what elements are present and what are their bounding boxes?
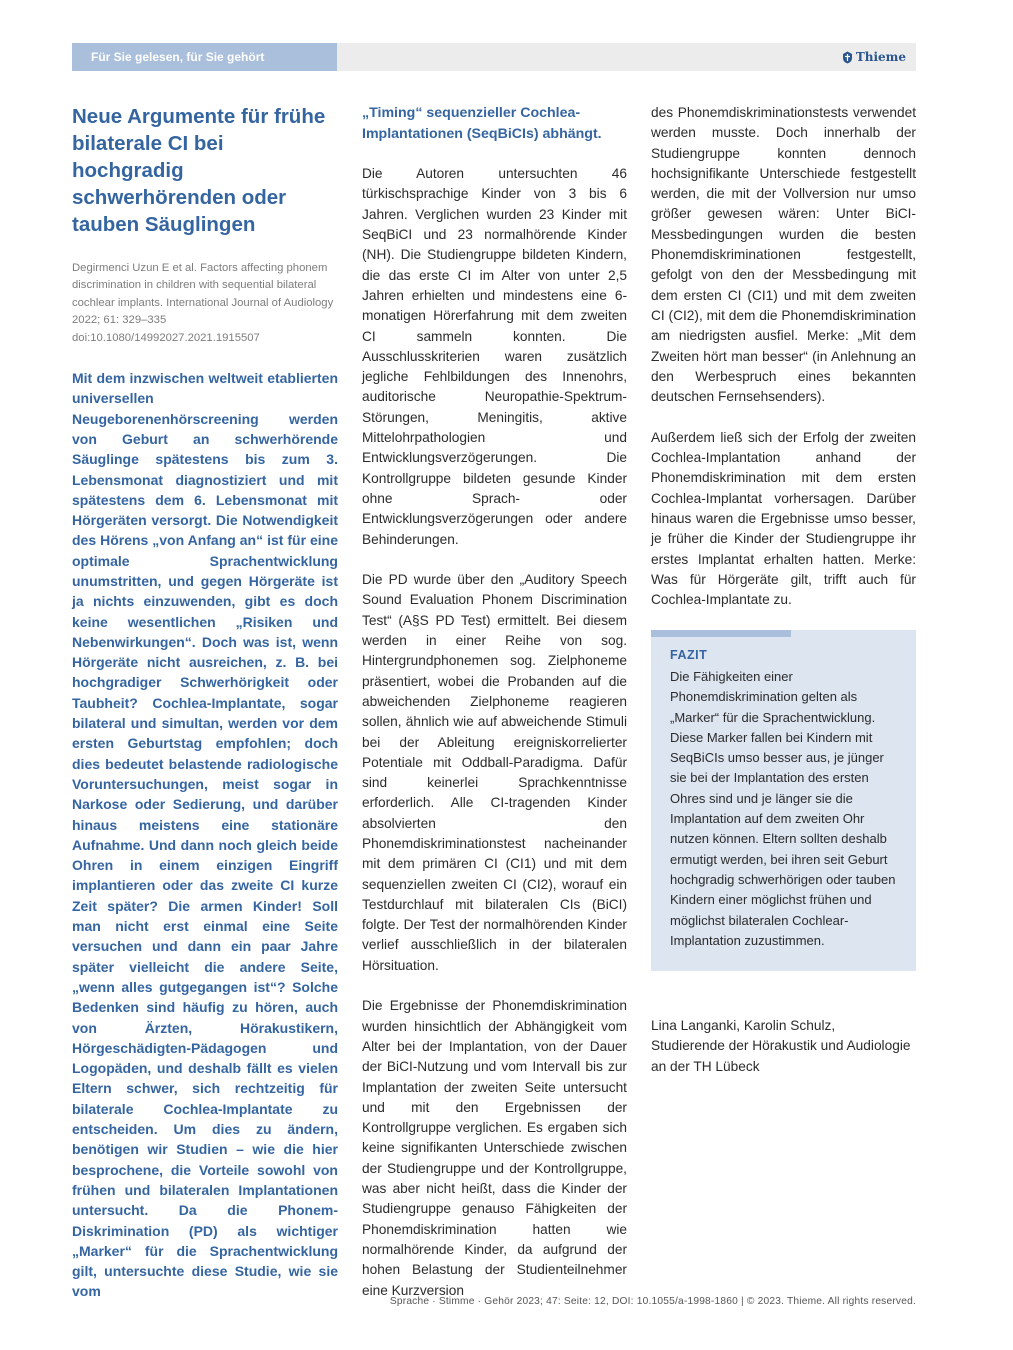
body-paragraph: des Phonemdiskriminationstests verwendet werden musste. Doch innerhalb der Studiengruppe konnten dennoch hochsignifikante Unterschiede festgestellt werden, die mit der Vollversion nur umso größer gewesen wären: Unter BiCI-Messbedingungen wurden die besten Phonemdiskriminationen festgestellt, gefolgt von den der Messbedingung mit dem ersten CI (CI1) und mit dem zweiten CI (CI2), mit dem die Phonemdiskrimination am niedrigsten ausfiel. Merke: „Mit dem Zweiten hört man besser“ (in Anlehnung an den Werbespruch eines bekannten deutschen Fernsehsenders).: [651, 105, 916, 405]
thieme-emblem-icon: [842, 51, 853, 64]
affiliation: Studierende der Hörakustik und Audiologie an der TH Lübeck: [651, 1038, 911, 1074]
thieme-logo: [842, 43, 906, 71]
body-paragraph: Die Ergebnisse der Phonemdiskrimination wurden hinsichtlich der Abhängigkeit vom Alter bei der Implantation, von der Dauer der BiCI-Nutzung und vom Intervall bis zur Implantation der zweiten Seite untersucht und mit den Ergebnissen der Kontrollgruppe verglichen. Es ergaben sich keine signifikanten Unterschiede zwischen der Studiengruppe und der Kontrollgruppe, was aber nicht heißt, dass die Kinder der Studiengruppe genauso Fähigkeiten der Phonemdiskrimination hatten wie normalhörende Kinder, da aufgrund der hohen Belastung der Studienteilnehmer eine Kurzversion: [362, 998, 627, 1298]
column-left: [72, 103, 338, 1302]
body-paragraph: Die PD wurde über den „Auditory Speech Sound Evaluation Phonem Discrimination Test“ (A§S PD Test) ermittelt. Bei diesem werden in einer Reihe von sog. Hintergrundphonemen sog. Zielphoneme präsentiert, wobei die Probanden auf die abweichenden Zielphoneme reagieren sollen, ähnlich wie auf abweichende Stimuli bei der Ableitung ereigniskorrelierter Potentiale mit Oddball-Paradigma. Dafür sind keinerlei Sprachkenntnisse erforderlich. Alle CI-tragenden Kinder absolvierten den Phonemdiskriminationstest nacheinander mit dem primären CI (CI1) und mit dem sequenziellen zweiten CI (CI2), worauf ein Testdurchlauf mit bilateralen CIs (BiCI) folgte. Der Test der normalhörenden Kinder verlief ausschließlich in der bilateralen Hörsituation.: [362, 572, 627, 973]
footer-citation: Sprache · Stimme · Gehör 2023; 47: Seite: 12, DOI: 10.1055/a-1998-1860 | © 2023. Thieme. All rights reserved.: [389, 1296, 916, 1307]
body-paragraph: Außerdem ließ sich der Erfolg der zweiten Cochlea-Implantation anhand der Phonemdiskrimination mit dem ersten Cochlea-Implantat vorhersagen. Darüber hinaus waren die Ergebnisse umso besser, je früher die Kinder der Studiengruppe ihr erstes Implantat erhalten hatten. Merke: Was für Hörgeräte gilt, trifft auch für Cochlea-Implantate zu.: [651, 429, 916, 608]
logo-text: Thieme: [855, 50, 906, 64]
section-label: Für Sie gelesen, für Sie gehört: [72, 43, 337, 71]
fazit-accent-bar: [651, 630, 791, 637]
column-right: [651, 103, 916, 631]
column-middle: [362, 103, 627, 1321]
fazit-box: [651, 630, 916, 971]
authors: Lina Langanki, Karolin Schulz,: [651, 1018, 836, 1033]
intro-paragraph: Mit dem inzwischen weltweit etablierten universellen Neugeborenenhörscreening werden von Geburt an schwerhörende Säuglinge spätestens bis zum 3. Lebensmonat diagnostiziert und mit spätestens dem 6. Lebensmonat mit Hörgeräten versorgt. Die Notwendigkeit des Hörens „von Anfang an“ ist für eine optimale Sprachentwicklung unumstritten, und gegen Hörgeräte ist ja nichts einzuwenden, gibt es doch keine wesentlichen „Risiken und Nebenwirkungen“. Doch was ist, wenn Hörgeräte nicht ausreichen, z. B. bei hochgradiger Schwerhörigkeit oder Taubheit? Cochlea-Implantate, sogar bilateral und simultan, werden vor dem ersten Geburtstag empfohlen; doch dies bedeutet belastende radiologische Voruntersuchungen, meist sogar in Narkose oder Sedierung, und darüber hinaus meistens eine stationäre Aufnahme. Und dann noch gleich beide Ohren in einem einzigen Eingriff implantieren oder das zweite CI kurze Zeit später? Die armen Kinder! Soll man nicht erst einmal eine Seite versuchen und dann ein paar Jahre später vielleicht die andere Seite, „wenn alles gutgegangen ist“? Solche Bedenken sind häufig zu hören, auch von Ärzten, Hörakustikern, Hörgeschädigten-Pädagogen und Logopäden, und deshalb fällt es vielen Eltern schwer, sich rechtzeitig für bilaterale Cochlea-Implantate zu entscheiden. Um dies zu ändern, benötigen wir Studien – wie die hier besprochene, die Vorteile sowohl von frühen und bilateralen Implantationen untersucht. Da die Phonem-Diskrimination (PD) als wichtiger „Marker“ für die Sprachentwicklung gilt, untersuchte diese Studie, wie sie vom: [72, 370, 338, 1300]
article-title: Neue Argumente für frühe bilaterale CI bei hochgradig schwerhörenden oder tauben Säuglingen: [72, 105, 326, 236]
intro-continued: „Timing“ sequenzieller Cochlea-Implantationen (SeqBiCIs) abhängt.: [362, 105, 602, 142]
fazit-title: FAZIT: [670, 648, 708, 662]
citation: Degirmenci Uzun E et al. Factors affecting phonem discrimination in children with sequential bilateral cochlear implants. International Journal of Audiology 2022; 61: 329–335 doi:10.1080/14992027.2021.1915507: [72, 262, 334, 344]
header-bar: [337, 43, 916, 71]
body-paragraph: Die Autoren untersuchten 46 türkischsprachige Kinder von 3 bis 6 Jahren. Verglichen wurden 23 Kinder mit SeqBiCI und 23 normalhörende Kinder (NH). Die Studiengruppe bildeten Kindern, die das erste CI im Alter von unter 2,5 Jahren erhielten und mindestens eine 6-monatigen Hörerfahrung mit dem zweiten CI sammeln konnten. Die Ausschlusskriterien waren zusätzlich jegliche Fehlbildungen des Innenohrs, auditorische Neuropathie-Spektrum-Störungen, Meningitis, aktive Mittelohrpathologien und Entwicklungsverzögerungen. Die Kontrollgruppe bildeten gesunde Kinder ohne Sprach- oder Entwicklungsverzögerungen oder andere Behinderungen.: [362, 166, 627, 547]
authors-block: [651, 1016, 916, 1077]
fazit-text: Die Fähigkeiten einer Phonemdiskrimination gelten als „Marker“ für die Sprachentwicklung. Diese Marker fallen bei Kindern mit SeqBiCIs umso besser aus, je jünger sie bei der Implantation des ersten Ohres sind und je länger sie die Implantation auf dem zweiten Ohr nutzen können. Eltern sollten deshalb ermutigt werden, bei ihren seit Geburt hochgradig schwerhörigen oder tauben Kindern einer möglichst frühen und möglichst bilateralen Cochlear-Implantation zuzustimmen.: [670, 669, 896, 948]
